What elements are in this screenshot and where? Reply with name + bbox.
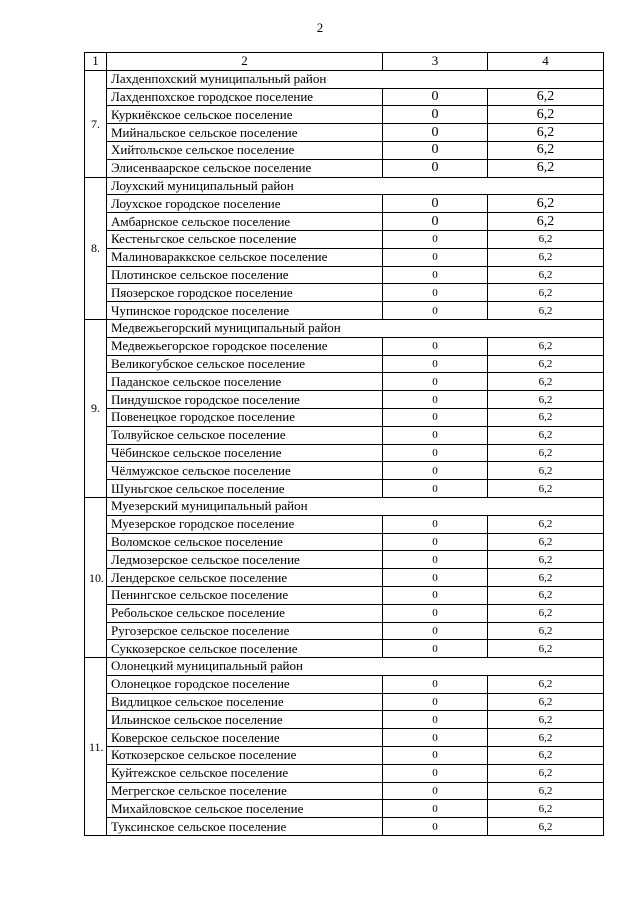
value-col-4: 6,2 <box>488 391 604 409</box>
value-col-4: 6,2 <box>488 302 604 320</box>
settlement-name: Мегрегское сельское поселение <box>107 782 383 800</box>
value-col-3: 0 <box>383 569 488 587</box>
district-row <box>85 497 604 515</box>
value-col-4: 6,2 <box>488 693 604 711</box>
table-row <box>85 391 604 409</box>
value-col-3: 0 <box>383 355 488 373</box>
header-col-1: 1 <box>85 53 107 71</box>
value-col-4: 6,2 <box>488 248 604 266</box>
page-number: 2 <box>316 20 324 35</box>
value-col-4: 6,2 <box>488 106 604 124</box>
district-row <box>85 319 604 337</box>
value-col-4: 6,2 <box>488 337 604 355</box>
settlement-name: Амбарнское сельское поселение <box>107 213 383 231</box>
table-row <box>85 124 604 142</box>
settlement-name: Суккозерское сельское поселение <box>107 640 383 658</box>
value-col-3: 0 <box>383 586 488 604</box>
value-col-4: 6,2 <box>488 622 604 640</box>
value-col-3: 0 <box>383 515 488 533</box>
settlement-name: Туксинское сельское поселение <box>107 818 383 836</box>
table-row <box>85 213 604 231</box>
table-row <box>85 569 604 587</box>
settlement-name: Лендерское сельское поселение <box>107 569 383 587</box>
value-col-4: 6,2 <box>488 124 604 142</box>
value-col-3: 0 <box>383 693 488 711</box>
settlement-name: Пиндушское городское поселение <box>107 391 383 409</box>
value-col-4: 6,2 <box>488 444 604 462</box>
table-row <box>85 195 604 213</box>
value-col-3: 0 <box>383 106 488 124</box>
settlement-name: Видлицкое сельское поселение <box>107 693 383 711</box>
table-row <box>85 355 604 373</box>
value-col-3: 0 <box>383 764 488 782</box>
value-col-4: 6,2 <box>488 604 604 622</box>
settlement-name: Воломское сельское поселение <box>107 533 383 551</box>
settlement-name: Толвуйское сельское поселение <box>107 426 383 444</box>
value-col-4: 6,2 <box>488 640 604 658</box>
settlement-name: Повенецкое городское поселение <box>107 408 383 426</box>
value-col-3: 0 <box>383 426 488 444</box>
settlement-name: Хийтольское сельское поселение <box>107 141 383 159</box>
settlement-name: Куйтежское сельское поселение <box>107 764 383 782</box>
value-col-4: 6,2 <box>488 195 604 213</box>
value-col-3: 0 <box>383 551 488 569</box>
district-name: Лахденпохский муниципальный район <box>107 70 604 88</box>
district-name: Медвежьегорский муниципальный район <box>107 319 604 337</box>
table-row <box>85 711 604 729</box>
district-number: 7. <box>85 70 107 177</box>
value-col-4: 6,2 <box>488 729 604 747</box>
settlement-name: Медвежьегорское городское поселение <box>107 337 383 355</box>
value-col-3: 0 <box>383 88 488 106</box>
header-col-2: 2 <box>107 53 383 71</box>
value-col-4: 6,2 <box>488 551 604 569</box>
table-row <box>85 800 604 818</box>
table-row <box>85 818 604 836</box>
settlement-name: Кестеньгское сельское поселение <box>107 230 383 248</box>
table-row <box>85 302 604 320</box>
value-col-4: 6,2 <box>488 355 604 373</box>
value-col-3: 0 <box>383 747 488 765</box>
value-col-4: 6,2 <box>488 675 604 693</box>
settlement-name: Ильинское сельское поселение <box>107 711 383 729</box>
table-row <box>85 480 604 498</box>
value-col-3: 0 <box>383 480 488 498</box>
value-col-3: 0 <box>383 782 488 800</box>
value-col-3: 0 <box>383 818 488 836</box>
settlement-name: Муезерское городское поселение <box>107 515 383 533</box>
table-row <box>85 604 604 622</box>
value-col-4: 6,2 <box>488 747 604 765</box>
settlement-name: Чупинское городское поселение <box>107 302 383 320</box>
header-row <box>85 53 604 71</box>
settlement-name: Ледмозерское сельское поселение <box>107 551 383 569</box>
value-col-4: 6,2 <box>488 533 604 551</box>
district-number: 9. <box>85 319 107 497</box>
settlement-name: Пяозерское городское поселение <box>107 284 383 302</box>
table-row <box>85 141 604 159</box>
value-col-4: 6,2 <box>488 266 604 284</box>
table-row <box>85 586 604 604</box>
value-col-4: 6,2 <box>488 213 604 231</box>
table-body <box>85 70 604 835</box>
value-col-3: 0 <box>383 622 488 640</box>
value-col-4: 6,2 <box>488 764 604 782</box>
table-row <box>85 622 604 640</box>
value-col-4: 6,2 <box>488 569 604 587</box>
settlement-name: Шуньгское сельское поселение <box>107 480 383 498</box>
value-col-3: 0 <box>383 230 488 248</box>
district-row <box>85 70 604 88</box>
table-row <box>85 248 604 266</box>
table-row <box>85 426 604 444</box>
table-row <box>85 444 604 462</box>
value-col-4: 6,2 <box>488 159 604 177</box>
value-col-4: 6,2 <box>488 230 604 248</box>
value-col-3: 0 <box>383 159 488 177</box>
value-col-4: 6,2 <box>488 480 604 498</box>
table-row <box>85 462 604 480</box>
table-row <box>85 782 604 800</box>
value-col-3: 0 <box>383 266 488 284</box>
settlements-table <box>84 52 604 836</box>
value-col-3: 0 <box>383 640 488 658</box>
value-col-4: 6,2 <box>488 408 604 426</box>
settlement-name: Коверское сельское поселение <box>107 729 383 747</box>
settlement-name: Ребольское сельское поселение <box>107 604 383 622</box>
table-row <box>85 675 604 693</box>
table-row <box>85 266 604 284</box>
value-col-3: 0 <box>383 800 488 818</box>
district-row <box>85 658 604 676</box>
value-col-3: 0 <box>383 124 488 142</box>
value-col-4: 6,2 <box>488 373 604 391</box>
table-row <box>85 159 604 177</box>
settlement-name: Куркиёкское сельское поселение <box>107 106 383 124</box>
settlement-name: Пенингское сельское поселение <box>107 586 383 604</box>
district-name: Муезерский муниципальный район <box>107 497 604 515</box>
value-col-4: 6,2 <box>488 711 604 729</box>
table-row <box>85 88 604 106</box>
value-col-3: 0 <box>383 141 488 159</box>
value-col-3: 0 <box>383 302 488 320</box>
settlement-name: Элисенваарское сельское поселение <box>107 159 383 177</box>
value-col-4: 6,2 <box>488 586 604 604</box>
table-header <box>85 53 604 71</box>
district-number: 10. <box>85 497 107 657</box>
table-row <box>85 640 604 658</box>
district-name: Олонецкий муниципальный район <box>107 658 604 676</box>
table-row <box>85 408 604 426</box>
value-col-3: 0 <box>383 533 488 551</box>
value-col-4: 6,2 <box>488 800 604 818</box>
settlement-name: Олонецкое городское поселение <box>107 675 383 693</box>
district-number: 8. <box>85 177 107 319</box>
settlement-name: Паданское сельское поселение <box>107 373 383 391</box>
value-col-4: 6,2 <box>488 141 604 159</box>
value-col-3: 0 <box>383 729 488 747</box>
settlement-name: Ругозерское сельское поселение <box>107 622 383 640</box>
table-row <box>85 515 604 533</box>
value-col-4: 6,2 <box>488 426 604 444</box>
settlement-name: Михайловское сельское поселение <box>107 800 383 818</box>
settlement-name: Чёбинское сельское поселение <box>107 444 383 462</box>
value-col-3: 0 <box>383 337 488 355</box>
table-row <box>85 551 604 569</box>
value-col-4: 6,2 <box>488 515 604 533</box>
header-col-4: 4 <box>488 53 604 71</box>
value-col-3: 0 <box>383 408 488 426</box>
table-row <box>85 284 604 302</box>
settlement-name: Коткозерское сельское поселение <box>107 747 383 765</box>
value-col-4: 6,2 <box>488 818 604 836</box>
table-row <box>85 533 604 551</box>
settlement-name: Лахденпохское городское поселение <box>107 88 383 106</box>
value-col-3: 0 <box>383 373 488 391</box>
district-number: 11. <box>85 658 107 836</box>
value-col-3: 0 <box>383 711 488 729</box>
settlement-name: Мийнальское сельское поселение <box>107 124 383 142</box>
table-row <box>85 230 604 248</box>
settlement-name: Великогубское сельское поселение <box>107 355 383 373</box>
table-row <box>85 764 604 782</box>
settlement-name: Чёлмужское сельское поселение <box>107 462 383 480</box>
value-col-4: 6,2 <box>488 462 604 480</box>
value-col-4: 6,2 <box>488 284 604 302</box>
value-col-3: 0 <box>383 284 488 302</box>
value-col-3: 0 <box>383 462 488 480</box>
value-col-4: 6,2 <box>488 782 604 800</box>
table-row <box>85 693 604 711</box>
value-col-3: 0 <box>383 604 488 622</box>
district-name: Лоухский муниципальный район <box>107 177 604 195</box>
value-col-3: 0 <box>383 248 488 266</box>
table-row <box>85 337 604 355</box>
settlement-name: Малиновараккское сельское поселение <box>107 248 383 266</box>
value-col-3: 0 <box>383 195 488 213</box>
value-col-3: 0 <box>383 391 488 409</box>
header-col-3: 3 <box>383 53 488 71</box>
settlement-name: Лоухское городское поселение <box>107 195 383 213</box>
value-col-4: 6,2 <box>488 88 604 106</box>
value-col-3: 0 <box>383 213 488 231</box>
value-col-3: 0 <box>383 444 488 462</box>
value-col-3: 0 <box>383 675 488 693</box>
table-row <box>85 106 604 124</box>
table-row <box>85 747 604 765</box>
district-row <box>85 177 604 195</box>
settlement-name: Плотинское сельское поселение <box>107 266 383 284</box>
table-row <box>85 729 604 747</box>
table-row <box>85 373 604 391</box>
